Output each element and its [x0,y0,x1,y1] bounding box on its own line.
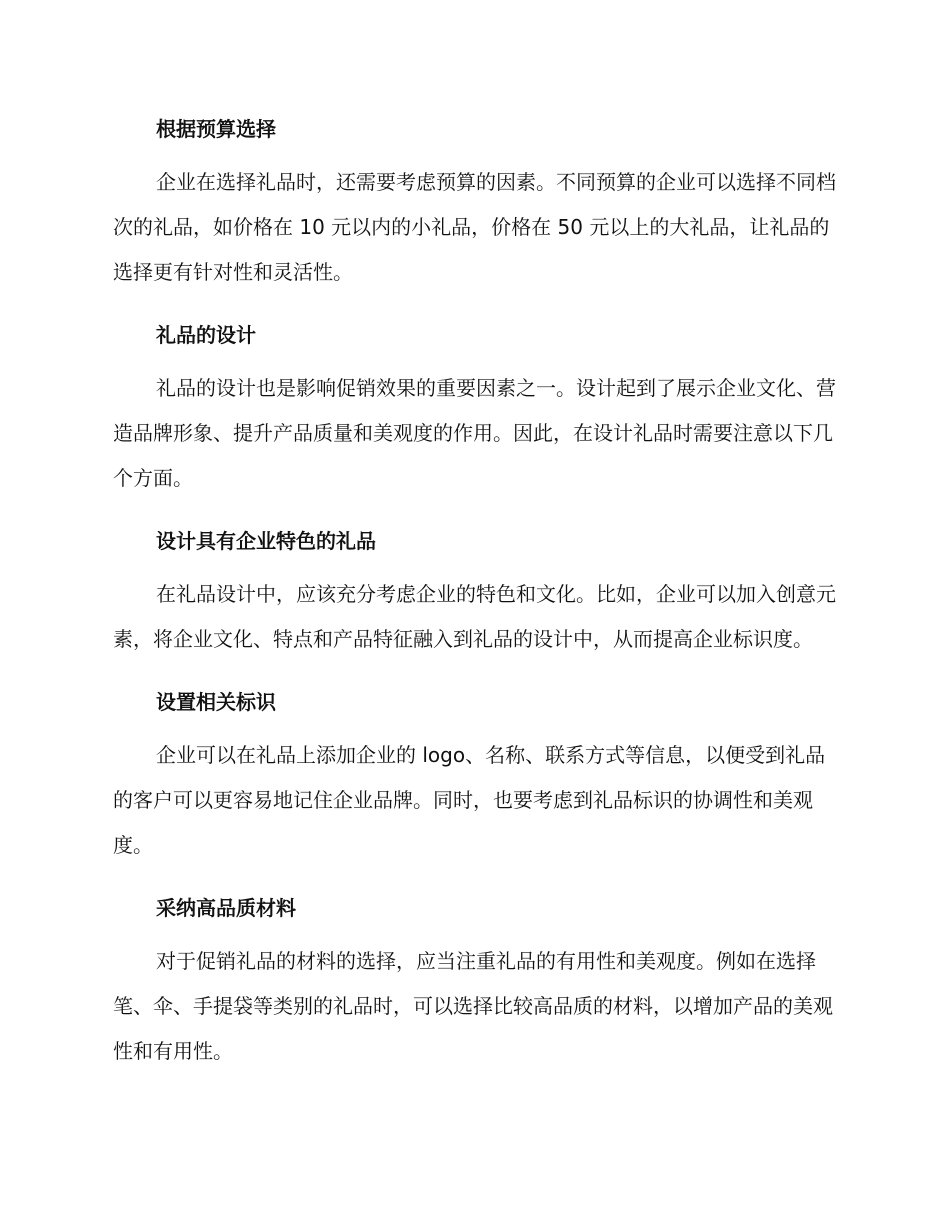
document-content [113,111,839,1074]
section-body-gift-design: 礼品的设计也是影响促销效果的重要因素之一。设计起到了展示企业文化、营造品牌形象、提升产品质量和美观度的作用。因此，在设计礼品时需要注意以下几个方面。 [113,376,836,490]
section-heading-budget: 根据预算选择 [156,117,276,141]
section-body-identity-marks: 企业可以在礼品上添加企业的 logo、名称、联系方式等信息，以便受到礼品的客户可以更容易地记住企业品牌。同时，也要考虑到礼品标识的协调性和美观度。 [113,743,826,857]
section-body-brand-features: 在礼品设计中，应该充分考虑企业的特色和文化。比如，企业可以加入创意元素，将企业文化、特点和产品特征融入到礼品的设计中，从而提高企业标识度。 [113,582,836,651]
section-body-quality-materials: 对于促销礼品的材料的选择，应当注重礼品的有用性和美观度。例如在选择笔、伞、手提袋等类别的礼品时，可以选择比较高品质的材料，以增加产品的美观性和有用性。 [113,949,833,1063]
section-body-budget: 企业在选择礼品时，还需要考虑预算的因素。不同预算的企业可以选择不同档次的礼品，如价格在 10 元以内的小礼品，价格在 50 元以上的大礼品，让礼品的选择更有针对性和灵活性。 [113,170,836,284]
section-heading-brand-features: 设计具有企业特色的礼品 [156,529,376,553]
section-heading-identity-marks: 设置相关标识 [156,690,276,714]
section-heading-quality-materials: 采纳高品质材料 [156,896,296,920]
section-heading-gift-design: 礼品的设计 [156,323,256,347]
